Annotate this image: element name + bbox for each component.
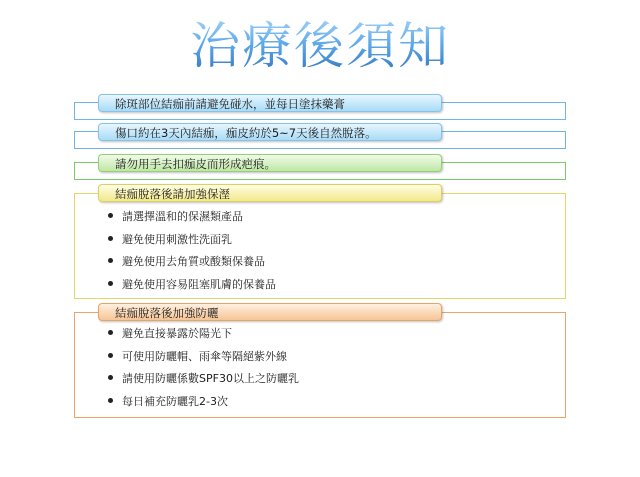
list-item: 每日補充防曬乳2-3次 bbox=[108, 395, 299, 418]
bullet-icon bbox=[108, 353, 113, 358]
bullet-icon bbox=[108, 213, 113, 218]
list-item: 請使用防曬係數SPF30以上之防曬乳 bbox=[108, 372, 299, 395]
bullet-icon bbox=[108, 330, 113, 335]
section-label-2: 傷口約在3天內結痂，痂皮約於5~7天後自然脫落。 bbox=[98, 123, 442, 141]
list-item: 請選擇溫和的保濕類產品 bbox=[108, 210, 276, 233]
bullet-icon bbox=[108, 281, 113, 286]
section-label-5: 結痂脫落後加強防曬 bbox=[98, 303, 442, 321]
page-title: 治療後須知 bbox=[0, 6, 640, 78]
bullet-icon bbox=[108, 398, 113, 403]
list-item: 可使用防曬帽、雨傘等隔絕紫外線 bbox=[108, 350, 299, 373]
bullet-icon bbox=[108, 236, 113, 241]
section-label-1: 除斑部位結痂前請避免碰水，並每日塗抹藥膏 bbox=[98, 94, 442, 112]
sun-protection-tips-list bbox=[108, 327, 299, 418]
bullet-icon bbox=[108, 375, 113, 380]
section-label-3: 請勿用手去扣痂皮而形成疤痕。 bbox=[98, 154, 442, 172]
moisturize-tips-list bbox=[108, 210, 276, 301]
list-item: 避免直接暴露於陽光下 bbox=[108, 327, 299, 350]
list-item: 避免使用去角質或酸類保養品 bbox=[108, 255, 276, 278]
list-item: 避免使用刺激性洗面乳 bbox=[108, 233, 276, 256]
section-label-4: 結痂脫落後請加強保溼 bbox=[98, 184, 442, 202]
bullet-icon bbox=[108, 258, 113, 263]
list-item: 避免使用容易阻塞肌膚的保養品 bbox=[108, 278, 276, 301]
